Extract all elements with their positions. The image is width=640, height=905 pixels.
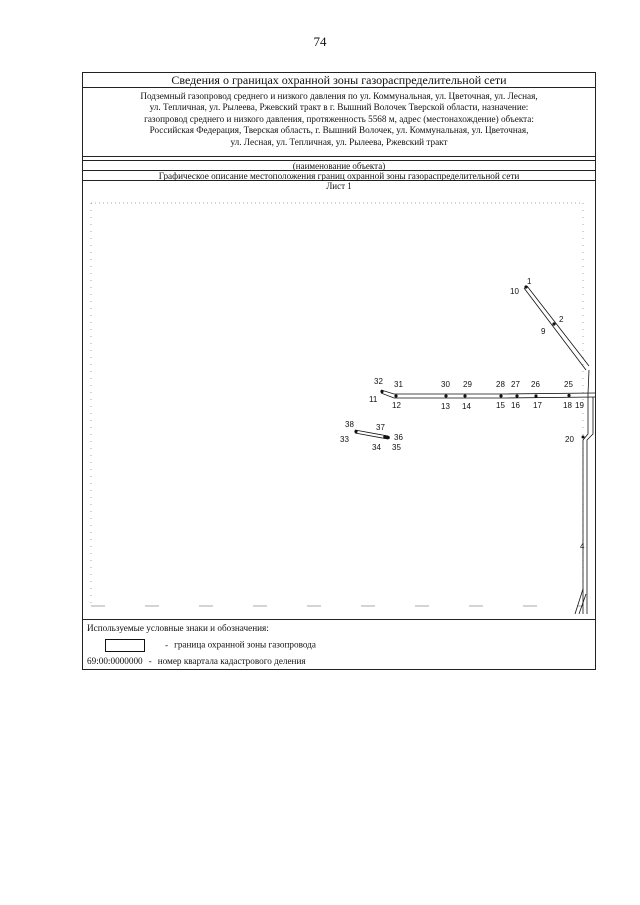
sheet-title: Сведения о границах охранной зоны газораспределительной сети xyxy=(83,73,595,88)
boundary-map xyxy=(83,194,595,619)
point-label: 25 xyxy=(564,380,573,389)
point-label: 9 xyxy=(541,327,546,336)
point-label: 10 xyxy=(510,287,519,296)
point-label: 36 xyxy=(394,433,403,442)
zone-boundary-symbol xyxy=(105,639,145,652)
legend-heading: Используемые условные знаки и обозначения: xyxy=(87,623,269,633)
sheet-label: Лист 1 xyxy=(326,181,352,191)
point-marker xyxy=(386,436,390,440)
point-label: 16 xyxy=(511,401,520,410)
point-label: 13 xyxy=(441,402,450,411)
point-label: 38 xyxy=(345,420,354,429)
point-label: 17 xyxy=(533,401,542,410)
zone-boundary-diagonal xyxy=(524,286,589,370)
description-line: газопровод среднего и низкого давления, протяженность 5568 м, адрес (местонахождение) объекта: xyxy=(144,113,534,124)
point-label: 12 xyxy=(392,401,401,410)
point-marker xyxy=(552,322,555,325)
point-label: 1 xyxy=(527,277,532,286)
point-label: 14 xyxy=(462,402,471,411)
point-label: 31 xyxy=(394,380,403,389)
legend xyxy=(83,619,595,669)
protection-zone-sheet xyxy=(82,72,596,670)
object-name-caption: (наименование объекта) xyxy=(83,161,595,171)
point-label: 35 xyxy=(392,443,401,452)
point-marker xyxy=(354,430,357,433)
point-label: 4 xyxy=(580,542,585,551)
legend-item-zone-boundary xyxy=(87,639,316,652)
description-line: ул. Тепличная, ул. Рылеева, Ржевский тракт в г. Вышний Волочек Тверской области, назначение: xyxy=(149,102,529,113)
cadastral-code-sample: 69:00:0000000 xyxy=(87,656,143,666)
legend-item-cadastral-quarter xyxy=(87,656,306,666)
description-line: ул. Лесная, ул. Тепличная, ул. Рылеева, Ржевский тракт xyxy=(230,136,448,147)
point-label: 15 xyxy=(496,401,505,410)
object-description xyxy=(83,88,595,157)
legend-dash: - xyxy=(165,639,169,650)
page-number: 74 xyxy=(313,34,327,49)
point-label: 26 xyxy=(531,380,540,389)
legend-dash: - xyxy=(148,656,152,666)
legend-label: граница охранной зоны газопровода xyxy=(174,639,316,650)
point-label: 28 xyxy=(496,380,505,389)
point-label: 30 xyxy=(441,380,450,389)
point-label: 11 xyxy=(369,395,378,404)
point-label: 18 xyxy=(563,401,572,410)
point-label: 20 xyxy=(565,435,574,444)
legend-label: номер квартала кадастрового деления xyxy=(157,656,306,666)
point-label: 33 xyxy=(340,435,349,444)
graphic-description-title: Графическое описание местоположения границ охранной зоны газораспределительной сети xyxy=(83,171,595,181)
point-label: 29 xyxy=(463,380,472,389)
point-marker xyxy=(582,436,585,439)
point-labels xyxy=(340,277,585,551)
point-label: 27 xyxy=(511,380,520,389)
point-marker xyxy=(383,435,387,439)
point-label: 37 xyxy=(376,423,385,432)
point-label: 34 xyxy=(372,443,381,452)
point-label: 2 xyxy=(559,315,564,324)
zone-boundary-horizontal xyxy=(381,390,595,398)
description-line: Подземный газопровод среднего и низкого давления по ул. Коммунальная, ул. Цветочная, ул. Лесная, xyxy=(140,91,538,101)
point-label: 19 xyxy=(575,401,584,410)
point-label: 32 xyxy=(374,377,383,386)
description-line: Российская Федерация, Тверская область, г. Вышний Волочек, ул. Коммунальная, ул. Цветочная, xyxy=(149,125,529,136)
